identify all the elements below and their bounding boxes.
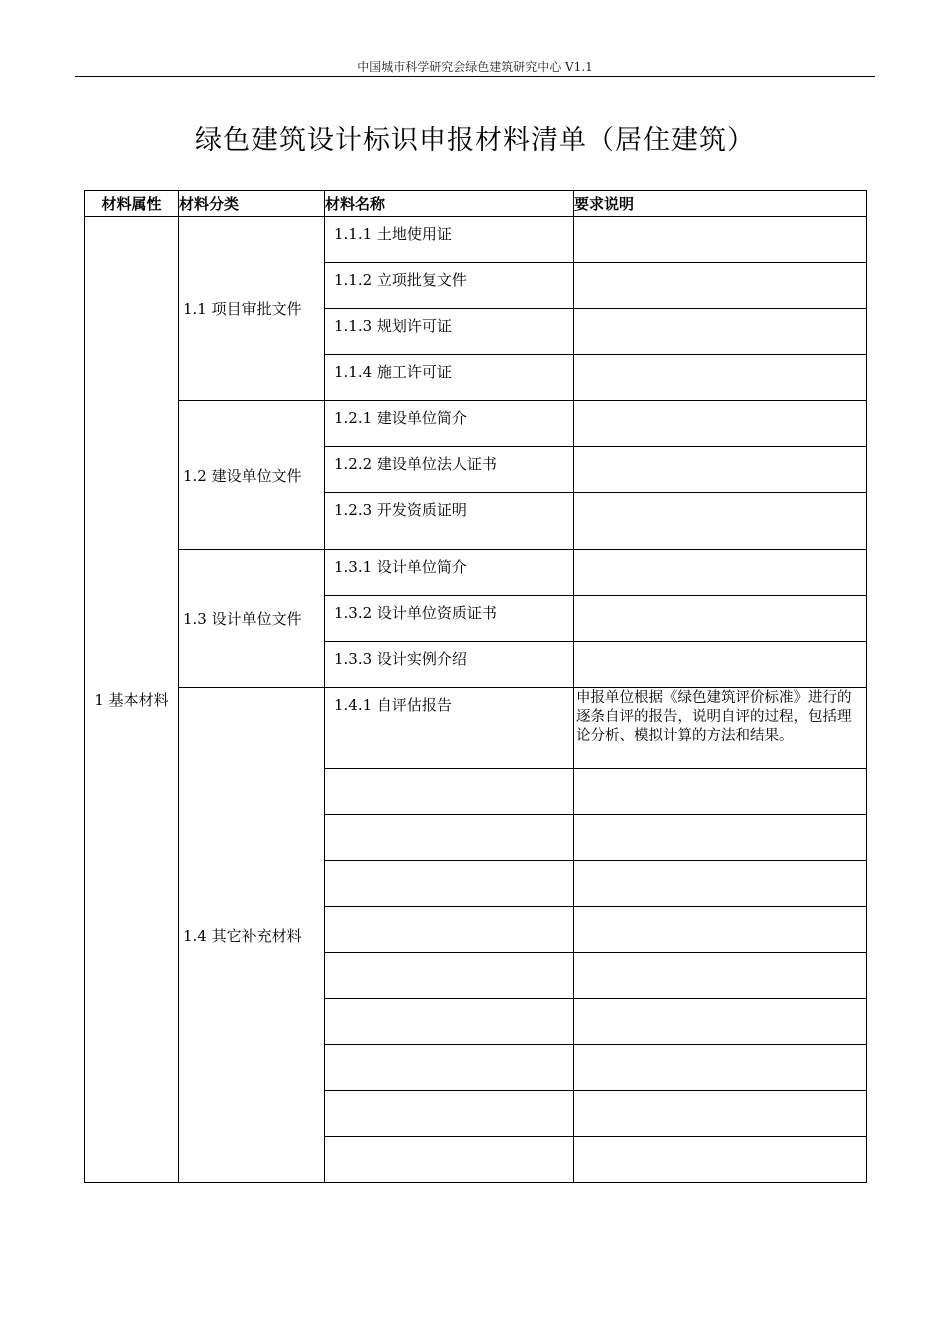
category-cell: 1.1 项目审批文件 <box>179 217 325 401</box>
column-header-name: 材料名称 <box>325 191 574 217</box>
requirement-cell <box>574 263 867 309</box>
material-name-cell <box>325 907 574 953</box>
page-header: 中国城市科学研究会绿色建筑研究中心 V1.1 <box>357 60 593 74</box>
table-row <box>85 550 867 596</box>
material-name-cell: 1.4.1 自评估报告 <box>325 688 574 769</box>
table-row <box>85 688 867 769</box>
requirement-cell <box>574 953 867 999</box>
requirement-cell <box>574 1091 867 1137</box>
material-name-cell: 1.2.3 开发资质证明 <box>325 493 574 550</box>
column-header-requirement: 要求说明 <box>574 191 867 217</box>
material-name-cell: 1.2.1 建设单位简介 <box>325 401 574 447</box>
table-body <box>85 217 867 1183</box>
column-header-category: 材料分类 <box>179 191 325 217</box>
requirement-cell <box>574 355 867 401</box>
category-cell: 1.4 其它补充材料 <box>179 688 325 1183</box>
material-name-cell <box>325 1045 574 1091</box>
requirement-cell <box>574 861 867 907</box>
requirement-cell <box>574 1137 867 1183</box>
requirement-cell <box>574 447 867 493</box>
header-rule <box>75 76 875 77</box>
material-name-cell: 1.1.4 施工许可证 <box>325 355 574 401</box>
material-name-cell <box>325 953 574 999</box>
category-cell: 1.3 设计单位文件 <box>179 550 325 688</box>
material-name-cell <box>325 815 574 861</box>
requirement-cell <box>574 642 867 688</box>
table-row <box>85 401 867 447</box>
materials-table <box>84 190 867 1183</box>
attribute-cell: 1 基本材料 <box>85 217 179 1183</box>
material-name-cell: 1.2.2 建设单位法人证书 <box>325 447 574 493</box>
material-name-cell: 1.3.1 设计单位简介 <box>325 550 574 596</box>
requirement-cell <box>574 401 867 447</box>
requirement-cell <box>574 217 867 263</box>
material-name-cell: 1.1.3 规划许可证 <box>325 309 574 355</box>
material-name-cell: 1.1.2 立项批复文件 <box>325 263 574 309</box>
table-row <box>85 217 867 263</box>
requirement-cell <box>574 550 867 596</box>
requirement-cell <box>574 493 867 550</box>
requirement-cell <box>574 769 867 815</box>
material-name-cell <box>325 861 574 907</box>
material-name-cell: 1.3.3 设计实例介绍 <box>325 642 574 688</box>
material-name-cell: 1.3.2 设计单位资质证书 <box>325 596 574 642</box>
requirement-cell <box>574 1045 867 1091</box>
requirement-cell <box>574 815 867 861</box>
material-name-cell <box>325 1091 574 1137</box>
table-header-row <box>85 191 867 217</box>
material-name-cell <box>325 999 574 1045</box>
requirement-cell <box>574 907 867 953</box>
category-cell: 1.2 建设单位文件 <box>179 401 325 550</box>
document-title: 绿色建筑设计标识申报材料清单（居住建筑） <box>195 125 755 156</box>
requirement-cell <box>574 309 867 355</box>
material-name-cell: 1.1.1 土地使用证 <box>325 217 574 263</box>
material-name-cell <box>325 1137 574 1183</box>
requirement-cell <box>574 596 867 642</box>
column-header-attribute: 材料属性 <box>85 191 179 217</box>
requirement-cell: 申报单位根据《绿色建筑评价标准》进行的逐条自评的报告，说明自评的过程，包括理论分析、模拟计算的方法和结果。 <box>574 688 867 769</box>
material-name-cell <box>325 769 574 815</box>
requirement-cell <box>574 999 867 1045</box>
